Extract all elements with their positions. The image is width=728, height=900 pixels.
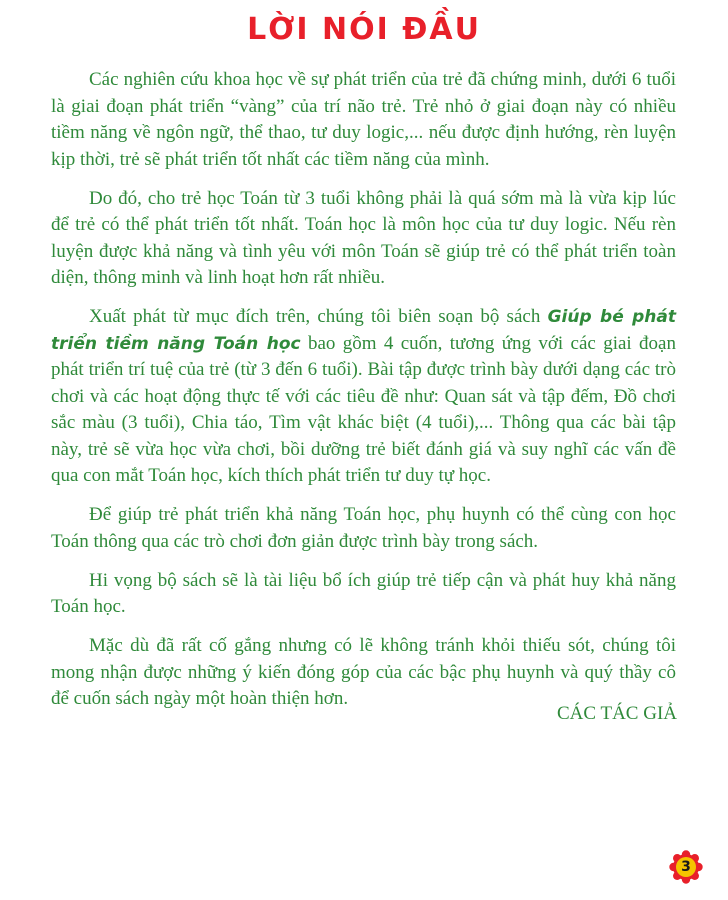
- page-title: LỜI NÓI ĐẦU: [247, 12, 481, 47]
- page-number: 3: [681, 859, 691, 875]
- paragraph-6: Mặc dù đã rất cố gắng nhưng có lẽ không tránh khỏi thiếu sót, chúng tôi mong nhận được những ý kiến đóng góp của các bậc phụ huynh và quý thầy cô để cuốn sách ngày một hoàn thiện hơn.: [51, 635, 676, 709]
- paragraph-4: Để giúp trẻ phát triển khả năng Toán học, phụ huynh có thể cùng con học Toán thông qua các trò chơi đơn giản được trình bày trong sách.: [51, 504, 676, 552]
- paragraph-3: [51, 304, 676, 490]
- book-series-title: Giúp bé phát triển tiềm năng Toán học: [51, 307, 676, 354]
- paragraph-3-rest: bao gồm 4 cuốn, tương ứng với các giai đoạn phát triển trí tuệ của trẻ (từ 3 đến 6 tuổi). Bài tập được trình bày dưới dạng các trò chơi và các hoạt động thực tế với các tiêu đề như: Quan sát và tập đếm, Đồ chơi sắc màu (3 tuổi), Chia táo, Tìm vật khác biệt (4 tuổi),... Thông qua các bài tập này, trẻ sẽ vừa học vừa chơi, bồi dưỡng trẻ biết đánh giá và suy nghĩ các vấn đề qua con mắt Toán học, kích thích phát triển tư duy tự học.: [51, 332, 676, 486]
- paragraph-1: Các nghiên cứu khoa học về sự phát triển của trẻ đã chứng minh, dưới 6 tuổi là giai đoạn phát triển “vàng” của trí não trẻ. Trẻ nhỏ ở giai đoạn này có nhiều tiềm năng về ngôn ngữ, thể thao, tư duy logic,... nếu được định hướng, rèn luyện kịp thời, trẻ sẽ phát triển tốt nhất các tiềm năng của mình.: [51, 69, 676, 170]
- signature: CÁC TÁC GIẢ: [557, 703, 677, 724]
- foreword-body: [51, 67, 676, 725]
- paragraph-2: Do đó, cho trẻ học Toán từ 3 tuổi không phải là quá sớm mà là vừa kịp lúc để trẻ có thể phát triển tốt nhất. Toán học là môn học của tư duy logic. Nếu rèn luyện được khả năng và tình yêu với môn Toán sẽ giúp trẻ có thể phát triển toàn diện, thông minh và linh hoạt hơn rất nhiều.: [51, 187, 676, 288]
- paragraph-5: Hi vọng bộ sách sẽ là tài liệu bổ ích giúp trẻ tiếp cận và phát huy khả năng Toán học.: [51, 569, 676, 617]
- page-number-badge: [669, 850, 703, 884]
- paragraph-3-intro: Xuất phát từ mục đích trên, chúng tôi biên soạn bộ sách: [89, 306, 548, 327]
